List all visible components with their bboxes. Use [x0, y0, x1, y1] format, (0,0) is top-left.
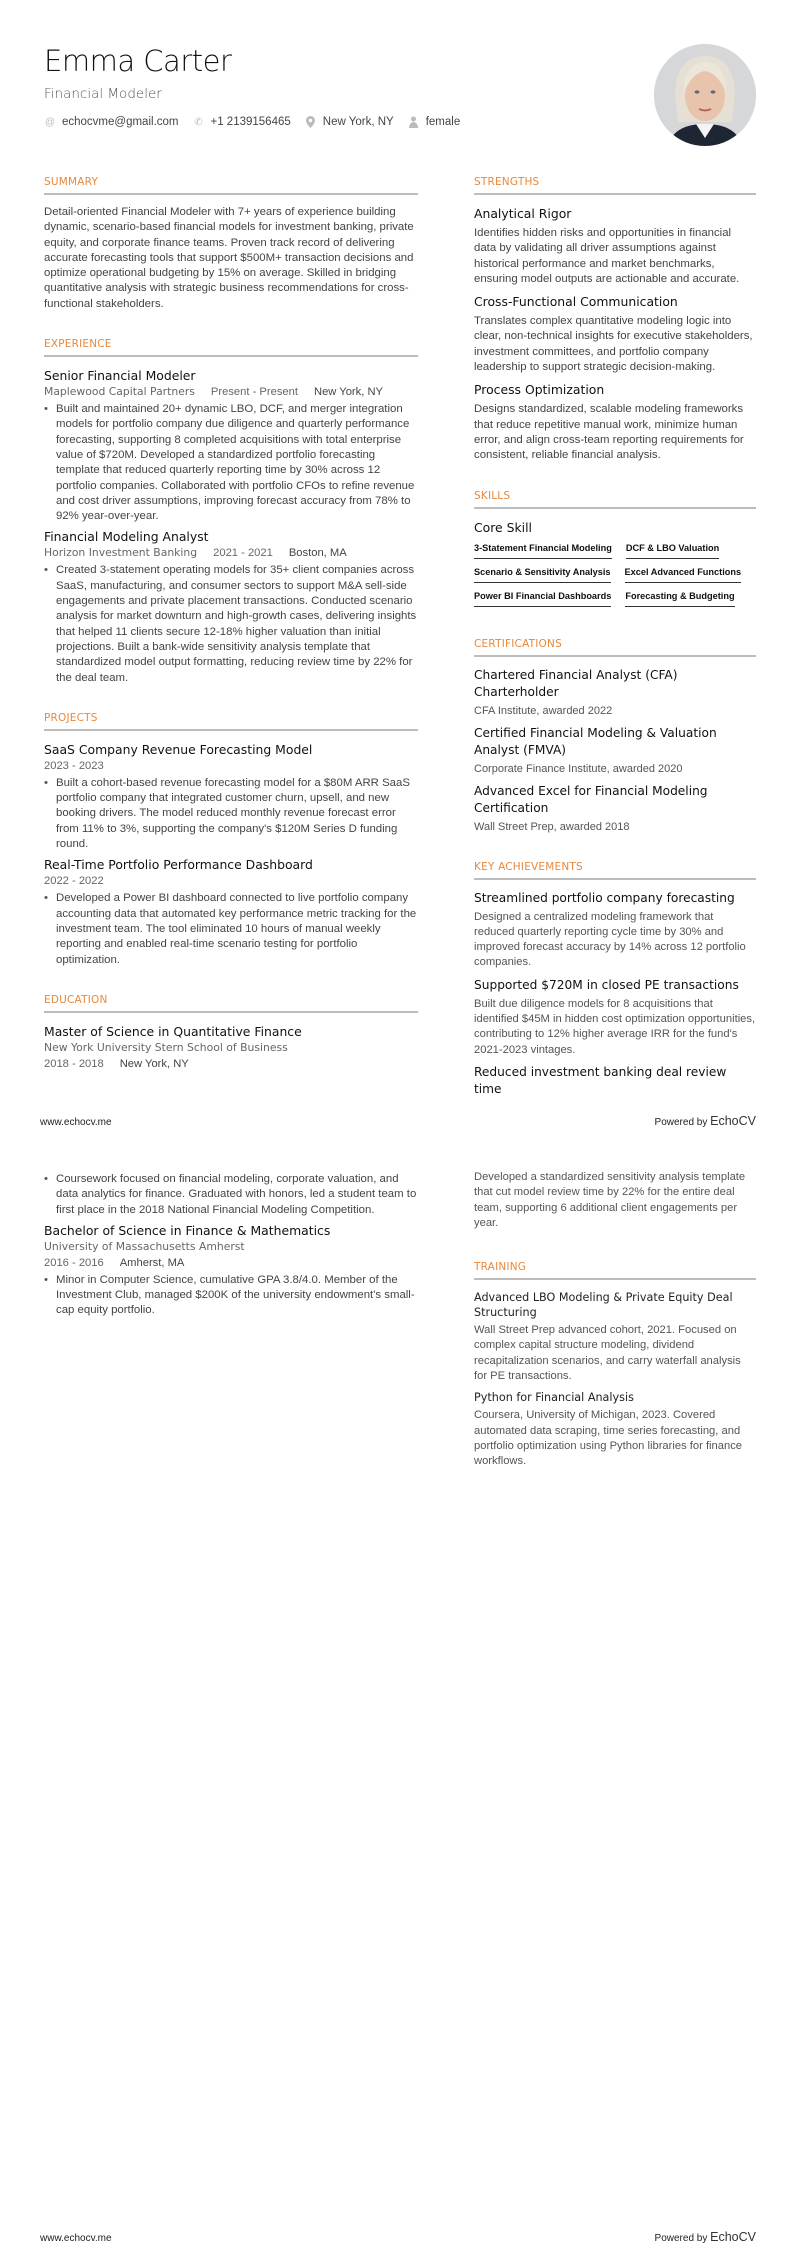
skill-tag: Forecasting & Budgeting: [625, 588, 734, 607]
job-bullet: • Created 3-statement operating models for 35+ client companies across SaaS, manufacturing, and consumer sectors to support M&A sell-side engagements and private placement transactions. Conducted scenario analysis for market downturn and high-growth cases, delivering insights that helped 11 clients secure 12-18% higher valuation than initial projections. Built a bank-wide sensitivity analysis template that standardized model output formatting, reducing review time by 22% for the deal team.: [44, 563, 418, 685]
strengths-section: [474, 176, 756, 464]
right-column: [474, 176, 756, 1124]
skills-grid: [474, 540, 756, 612]
project-dates: [44, 873, 418, 889]
project-bullet: • Developed a Power BI dashboard connected to live portfolio company accounting data that automated key performance metric tracking for the investment team. The tool eliminated 10 hours of manual weekly reporting and enabled real-time scenario testing for portfolio optimization.: [44, 891, 418, 967]
education-bullet: • Coursework focused on financial modeling, corporate valuation, and data analytics for finance. Graduated with honors, led a student team to first place in the 2018 National Financial Modeling Competition.: [44, 1172, 418, 1218]
phone-value: +1 2139156465: [210, 116, 291, 128]
location-value: New York, NY: [322, 116, 394, 128]
powered-by-label: Powered by: [654, 1117, 708, 1128]
strength-title: Process Optimization: [474, 382, 605, 398]
project-title: SaaS Company Revenue Forecasting Model: [44, 741, 313, 757]
job-location: New York, NY: [313, 386, 384, 399]
resume-header: [44, 44, 644, 128]
strength-title: Analytical Rigor: [474, 206, 572, 221]
footer-website-link[interactable]: www.echocv.me: [40, 2233, 112, 2244]
page-footer: [40, 2230, 756, 2244]
education-dates: 2016 - 2016: [44, 1256, 104, 1269]
cert-issuer: CFA Institute, awarded 2022: [474, 704, 613, 717]
project-item: [44, 741, 418, 852]
cert-title: Certified Financial Modeling & Valuation Analyst (FMVA): [474, 725, 717, 757]
profile-photo: [654, 44, 756, 146]
candidate-title: Financial Modeler: [44, 86, 162, 102]
candidate-name: Emma Carter: [44, 44, 232, 78]
job-title: Financial Modeling Analyst: [44, 529, 209, 545]
job-location: Boston, MA: [288, 547, 347, 560]
education-item: [44, 1023, 418, 1072]
email-value: echocvme@gmail.com: [62, 116, 179, 128]
skills-section: [474, 490, 756, 612]
training-desc: Coursera, University of Michigan, 2023. Covered automated data scraping, time series forecasting, and portfolio optimization using Python libraries for finance workflows.: [474, 1409, 743, 1468]
school: [44, 1040, 418, 1056]
achievement-desc: Designed a centralized modeling framework that reduced quarterly reporting cycle time by 30% and improved forecast accuracy by 14% across 12 portfolio companies.: [474, 910, 746, 969]
section-heading: CERTIFICATIONS: [474, 638, 756, 657]
achievement-desc: Built due diligence models for 8 acquisitions that identified $45M in hidden cost optimization opportunities, contributing to 12% higher average IRR for the fund's 2021-2023 vintages.: [474, 997, 756, 1056]
experience-item: [44, 528, 418, 685]
education-location: New York, NY: [119, 1057, 189, 1070]
skill-tag: Scenario & Sensitivity Analysis: [474, 564, 611, 583]
brand-logo[interactable]: EchoCV: [710, 1114, 756, 1128]
project-date-range: 2023 - 2023: [44, 759, 104, 772]
section-heading: SKILLS: [474, 490, 756, 509]
section-heading: PROJECTS: [44, 712, 418, 731]
resume-page-2: [0, 1150, 794, 2246]
contact-location: [305, 116, 394, 128]
contact-gender: [408, 116, 461, 128]
page-footer: [40, 1114, 756, 1128]
job-meta: [44, 384, 418, 400]
company-name: Maplewood Capital Partners: [44, 385, 195, 399]
left-column: [44, 176, 418, 1098]
section-heading: STRENGTHS: [474, 176, 756, 195]
skill-tag: 3-Statement Financial Modeling: [474, 540, 612, 559]
project-item: [44, 856, 418, 967]
cert-issuer: Wall Street Prep, awarded 2018: [474, 820, 630, 833]
left-column-continued: [44, 1170, 418, 1323]
company-name: Horizon Investment Banking: [44, 546, 198, 560]
powered-by-label: Powered by: [654, 2233, 708, 2244]
degree: Bachelor of Science in Finance & Mathematics: [44, 1222, 331, 1238]
job-title: Senior Financial Modeler: [44, 368, 196, 384]
skill-group-title: Core Skill: [474, 519, 532, 535]
skill-tag: Excel Advanced Functions: [625, 564, 742, 583]
at-icon: @: [44, 116, 56, 128]
certifications-section: [474, 638, 756, 835]
education-bullet: • Minor in Computer Science, cumulative GPA 3.8/4.0. Member of the Investment Club, managed $200K of the university endowment's small-cap equity portfolio.: [44, 1273, 418, 1319]
project-title: Real-Time Portfolio Performance Dashboard: [44, 857, 313, 873]
person-icon: [408, 116, 420, 128]
education-meta: [44, 1255, 418, 1271]
section-heading: SUMMARY: [44, 176, 418, 195]
education-meta: [44, 1056, 418, 1072]
section-heading: KEY ACHIEVEMENTS: [474, 861, 756, 880]
school-name: New York University Stern School of Business: [44, 1040, 288, 1054]
education-dates: 2018 - 2018: [44, 1057, 104, 1070]
training-section: [474, 1261, 756, 1469]
achievement-title: Supported $720M in closed PE transactions: [474, 977, 739, 992]
project-date-range: 2022 - 2022: [44, 875, 104, 888]
brand-logo[interactable]: EchoCV: [710, 2230, 756, 2244]
school: [44, 1239, 418, 1255]
footer-website-link[interactable]: www.echocv.me: [40, 1117, 112, 1128]
phone-icon: ✆: [194, 116, 203, 128]
footer-powered: [655, 2230, 756, 2244]
project-dates: [44, 758, 418, 774]
job-dates: Present - Present: [210, 386, 298, 399]
section-heading: EDUCATION: [44, 994, 418, 1013]
achievements-continued: [474, 1170, 756, 1231]
training-title: Python for Financial Analysis: [474, 1391, 634, 1405]
gender-value: female: [425, 116, 461, 128]
experience-item: [44, 367, 418, 524]
contact-phone[interactable]: [193, 116, 291, 128]
job-dates: 2021 - 2021: [213, 547, 273, 560]
school-name: University of Massachusetts Amherst: [44, 1239, 245, 1253]
cert-title: Advanced Excel for Financial Modeling Certification: [474, 783, 708, 815]
strength-desc: Translates complex quantitative modeling logic into clear, non-technical insights for executive stakeholders, investment committees, and portfolio company leadership to support strategic decision-making.: [474, 315, 753, 374]
project-bullet: • Built a cohort-based revenue forecasting model for a $80M ARR SaaS portfolio company that integrated customer churn, upsell, and new booking drivers. The model reduced monthly revenue forecast error from 11% to 3%, supporting the company's $120M Series D funding round.: [44, 776, 418, 852]
degree: Master of Science in Quantitative Finance: [44, 1023, 302, 1039]
job-meta: [44, 545, 418, 561]
summary-section: [44, 176, 418, 312]
location-pin-icon: [305, 116, 317, 128]
cert-title: Chartered Financial Analyst (CFA) Charterholder: [474, 667, 678, 699]
right-column-continued: [474, 1170, 756, 1496]
achievement-title: Reduced investment banking deal review time: [474, 1064, 727, 1096]
training-desc: Wall Street Prep advanced cohort, 2021. Focused on complex capital structure modeling, dividend recapitalization scenarios, and carry waterfall analysis for PE transactions.: [474, 1324, 741, 1383]
skill-tag: DCF & LBO Valuation: [626, 540, 719, 559]
achievements-section: [474, 861, 756, 1098]
section-heading: EXPERIENCE: [44, 338, 418, 357]
experience-section: [44, 338, 418, 686]
contact-email[interactable]: [44, 116, 179, 128]
projects-section: [44, 712, 418, 968]
cert-issuer: Corporate Finance Institute, awarded 2020: [474, 762, 683, 775]
contact-row: [44, 116, 644, 128]
education-section: [44, 994, 418, 1072]
strength-desc: Designs standardized, scalable modeling frameworks that reduce repetitive manual work, minimize human error, and align cross-team reporting requirements for consistent, reliable financial analysis.: [474, 403, 744, 462]
footer-powered: [655, 1114, 756, 1128]
strength-title: Cross-Functional Communication: [474, 294, 678, 310]
skill-tag: Power BI Financial Dashboards: [474, 588, 611, 607]
job-bullet: • Built and maintained 20+ dynamic LBO, DCF, and merger integration models for portfolio company due diligence and quarterly performance forecasting, supporting 8 completed acquisitions with total enterprise value of $720M. Developed a standardized portfolio forecasting template that reduced quarterly reporting time by 30% across 12 portfolio companies. Collaborated with portfolio CFOs to refine revenue and cost driver assumptions, improving forecast accuracy from 78% to 92% year-over-year.: [44, 402, 418, 524]
education-location: Amherst, MA: [119, 1256, 185, 1269]
education-item: [44, 1222, 418, 1319]
strength-desc: Identifies hidden risks and opportunities in financial data by validating all driver assumptions against historical performance and market benchmarks, ensuring model outputs are actionable and accurate.: [474, 227, 740, 285]
section-heading: TRAINING: [474, 1261, 756, 1280]
achievement-desc: Developed a standardized sensitivity analysis template that cut model review time by 22% for the entire deal team, supporting 6 additional client engagements per year.: [474, 1171, 746, 1229]
training-title: Advanced LBO Modeling & Private Equity Deal Structuring: [474, 1291, 733, 1320]
summary-text: Detail-oriented Financial Modeler with 7+ years of experience building dynamic, scenario-based financial models for investment banking, private equity, and corporate finance teams. Proven track record of delivering accurate forecasting tools that support $500M+ transaction decisions and optimize operational budgeting by 15% on average. Skilled in bridging quantitative analysis with strategic business recommendations for cross-functional stakeholders.: [44, 206, 414, 310]
achievement-title: Streamlined portfolio company forecasting: [474, 890, 735, 905]
